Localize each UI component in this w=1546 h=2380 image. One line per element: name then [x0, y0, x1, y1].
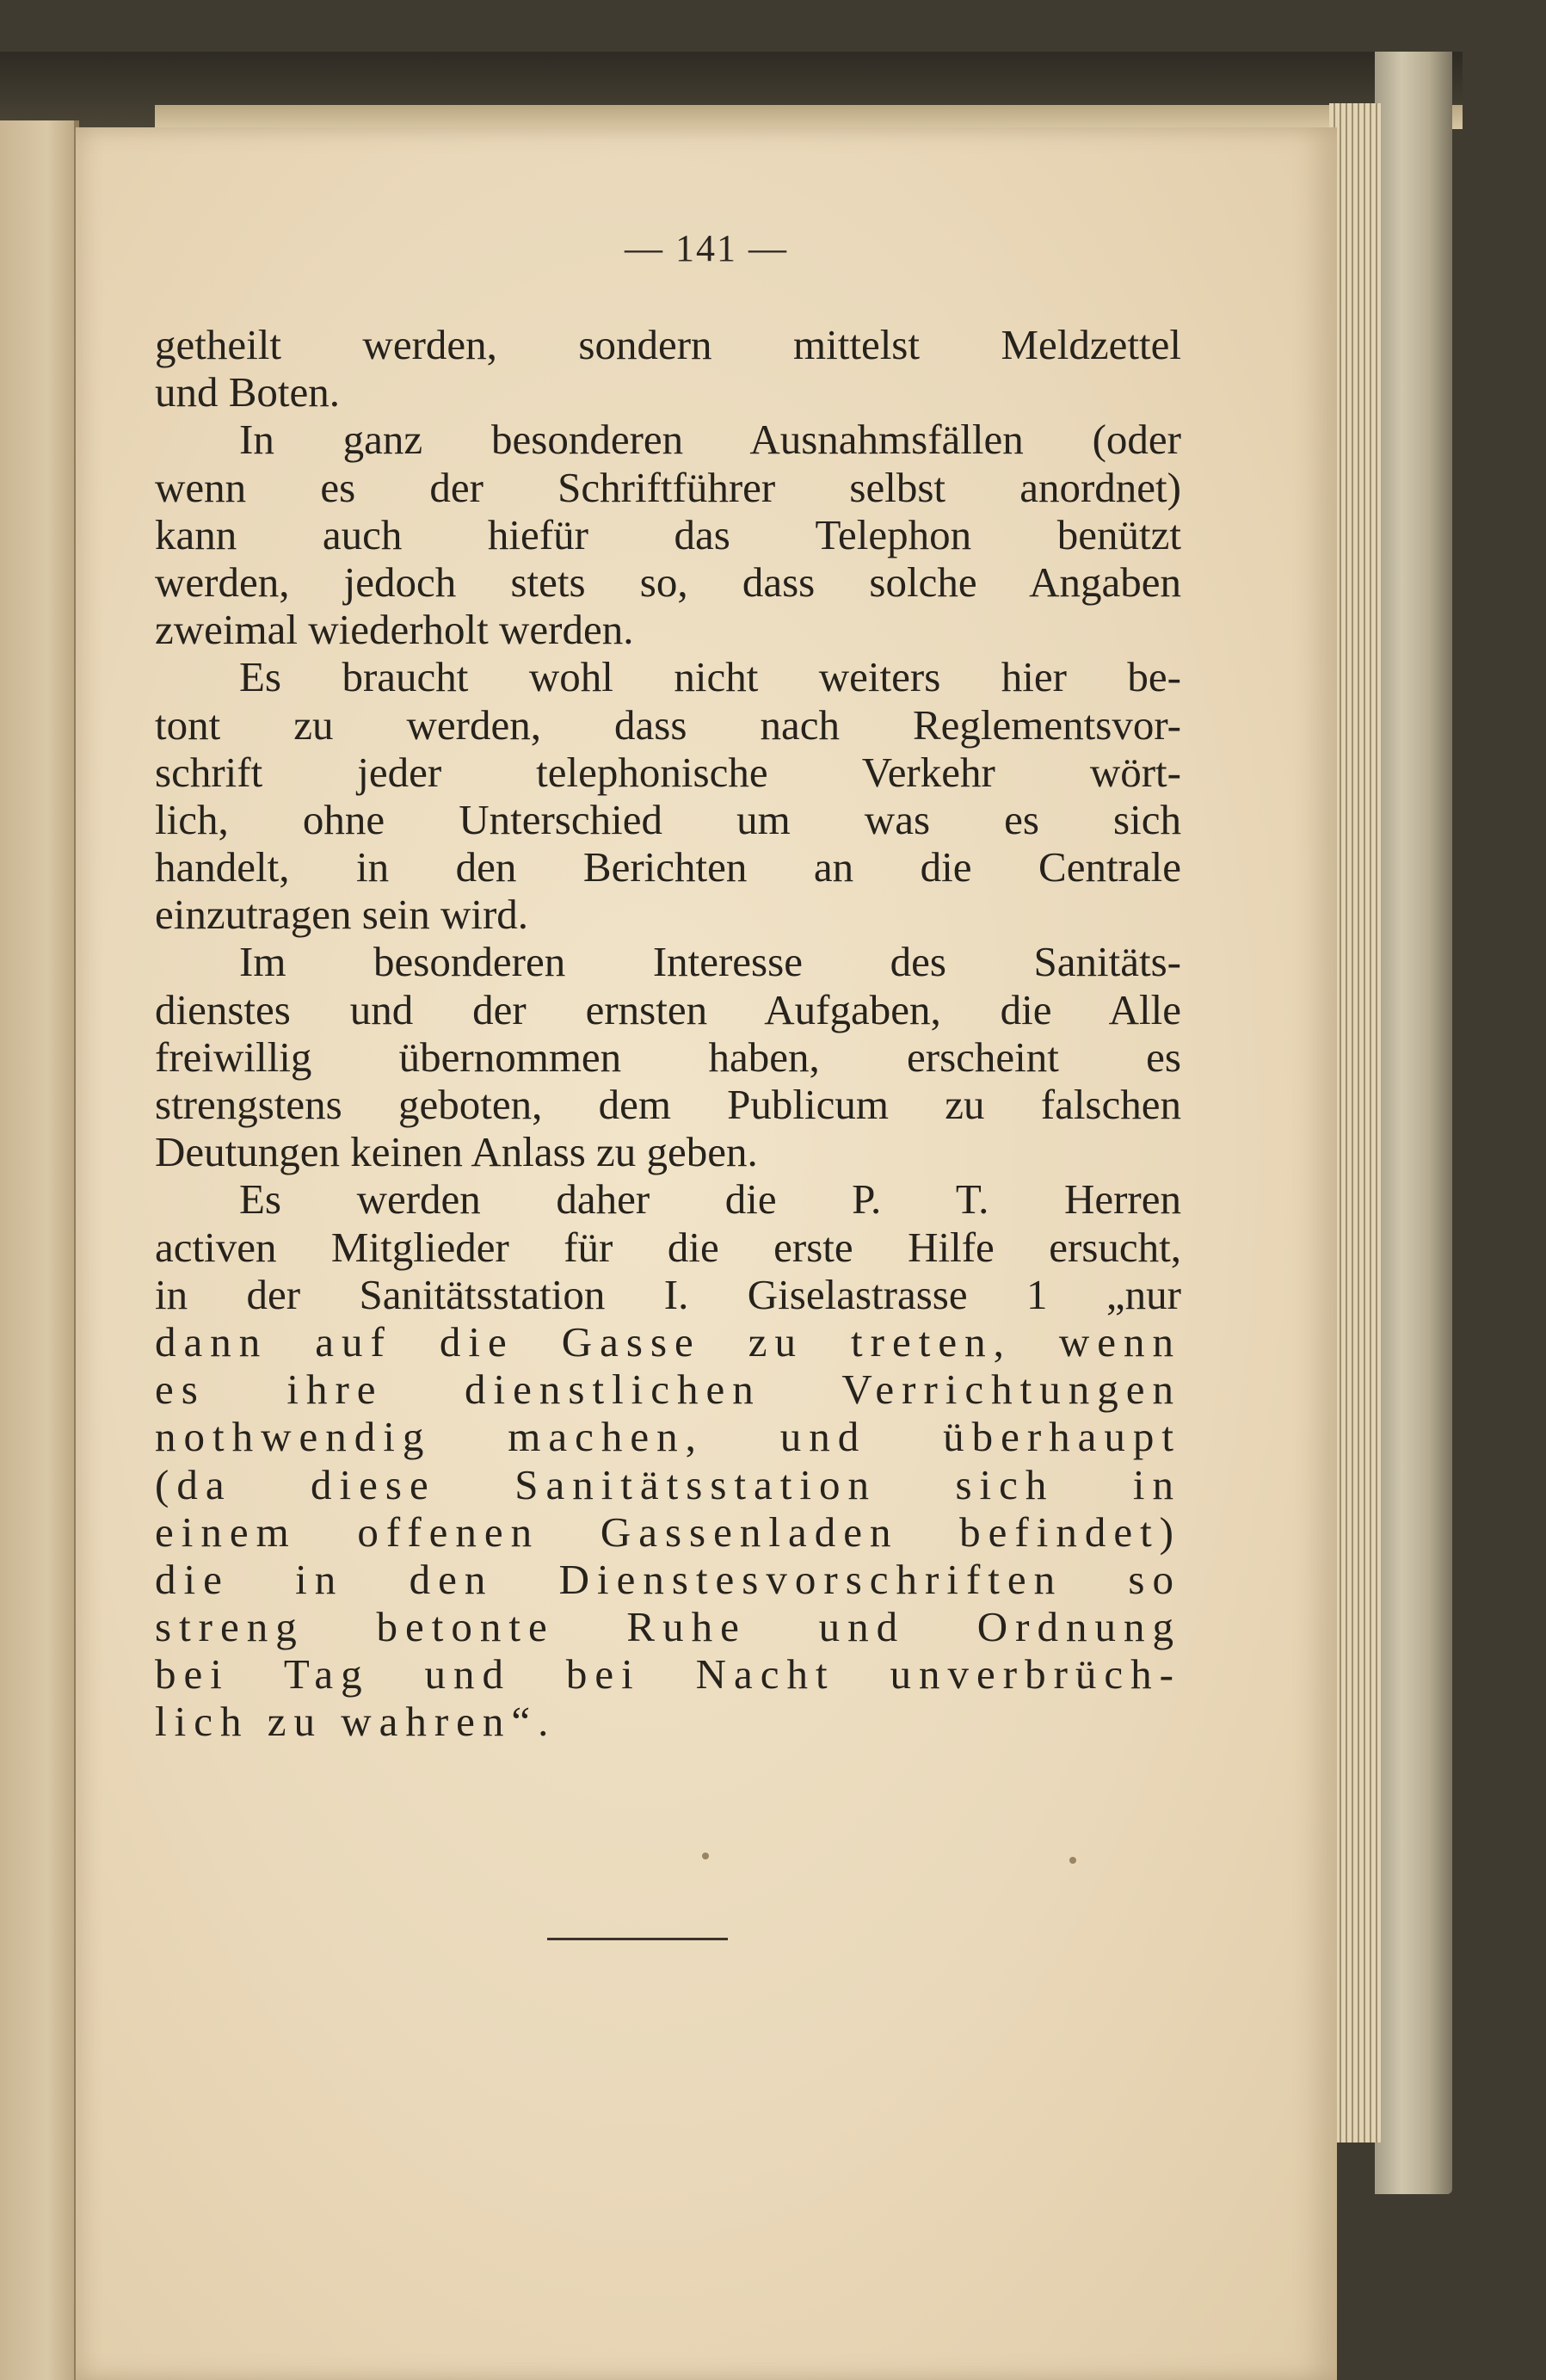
body-text — [155, 321, 1181, 1746]
text-line: lich zu wahren“. — [155, 1698, 557, 1746]
text-line: schrift jeder telephonische Verkehr wört- — [155, 748, 1181, 796]
text-line: werden, jedoch stets so, dass solche Angaben — [155, 558, 1181, 606]
text-line: die in den Dienstesvorschriften so — [155, 1555, 1181, 1603]
text-line: dann auf die Gasse zu treten, wenn — [155, 1317, 1181, 1366]
text-line: tont zu werden, dass nach Reglementsvor- — [155, 700, 1181, 749]
paper-speck — [702, 1853, 709, 1859]
text-line: und Boten. — [155, 368, 341, 416]
text-line: streng betonte Ruhe und Ordnung — [155, 1603, 1181, 1651]
text-line: es ihre dienstlichen Verrichtungen — [155, 1366, 1181, 1414]
previous-page-edge — [0, 120, 79, 2380]
text-line: activen Mitglieder für die erste Hilfe ersucht, — [155, 1223, 1181, 1271]
text-line: Es werden daher die P. T. Herren — [239, 1175, 1181, 1224]
book-cover-edge — [1375, 52, 1452, 2194]
text-line: Es braucht wohl nicht weiters hier be- — [239, 653, 1181, 701]
text-line: freiwillig übernommen haben, erscheint es — [155, 1033, 1181, 1081]
paper-speck — [1069, 1857, 1076, 1864]
binding-band — [0, 52, 1463, 129]
text-line: lich, ohne Unterschied um was es sich — [155, 795, 1181, 843]
text-line: Im besonderen Interesse des Sanitäts- — [239, 938, 1181, 986]
text-line: bei Tag und bei Nacht unverbrüch- — [155, 1650, 1181, 1699]
page-stack-edge — [1329, 103, 1381, 2143]
text-line: getheilt werden, sondern mittelst Meldzettel — [155, 321, 1181, 368]
text-line: Deutungen keinen Anlass zu geben. — [155, 1128, 758, 1176]
book-page — [76, 127, 1337, 2380]
text-line: strengstens geboten, dem Publicum zu falschen — [155, 1081, 1181, 1128]
text-line: (da diese Sanitätsstation sich in — [155, 1460, 1181, 1508]
text-line: wenn es der Schriftführer selbst anordnet) — [155, 463, 1181, 511]
text-line: handelt, in den Berichten an die Centrale — [155, 843, 1181, 891]
text-line: einem offenen Gassenladen befindet) — [155, 1508, 1181, 1556]
text-line: nothwendig machen, und überhaupt — [155, 1413, 1181, 1461]
text-line: einzutragen sein wird. — [155, 891, 529, 939]
text-line: zweimal wiederholt werden. — [155, 606, 634, 654]
end-rule — [547, 1938, 728, 1940]
text-line: in der Sanitätsstation I. Giselastrasse 1 „nur — [155, 1270, 1181, 1318]
text-line: kann auch hiefür das Telephon benützt — [155, 510, 1181, 558]
text-line: In ganz besonderen Ausnahmsfällen (oder — [239, 416, 1181, 464]
page-number: — 141 — — [625, 227, 788, 269]
text-line: dienstes und der ernsten Aufgaben, die Alle — [155, 985, 1181, 1033]
